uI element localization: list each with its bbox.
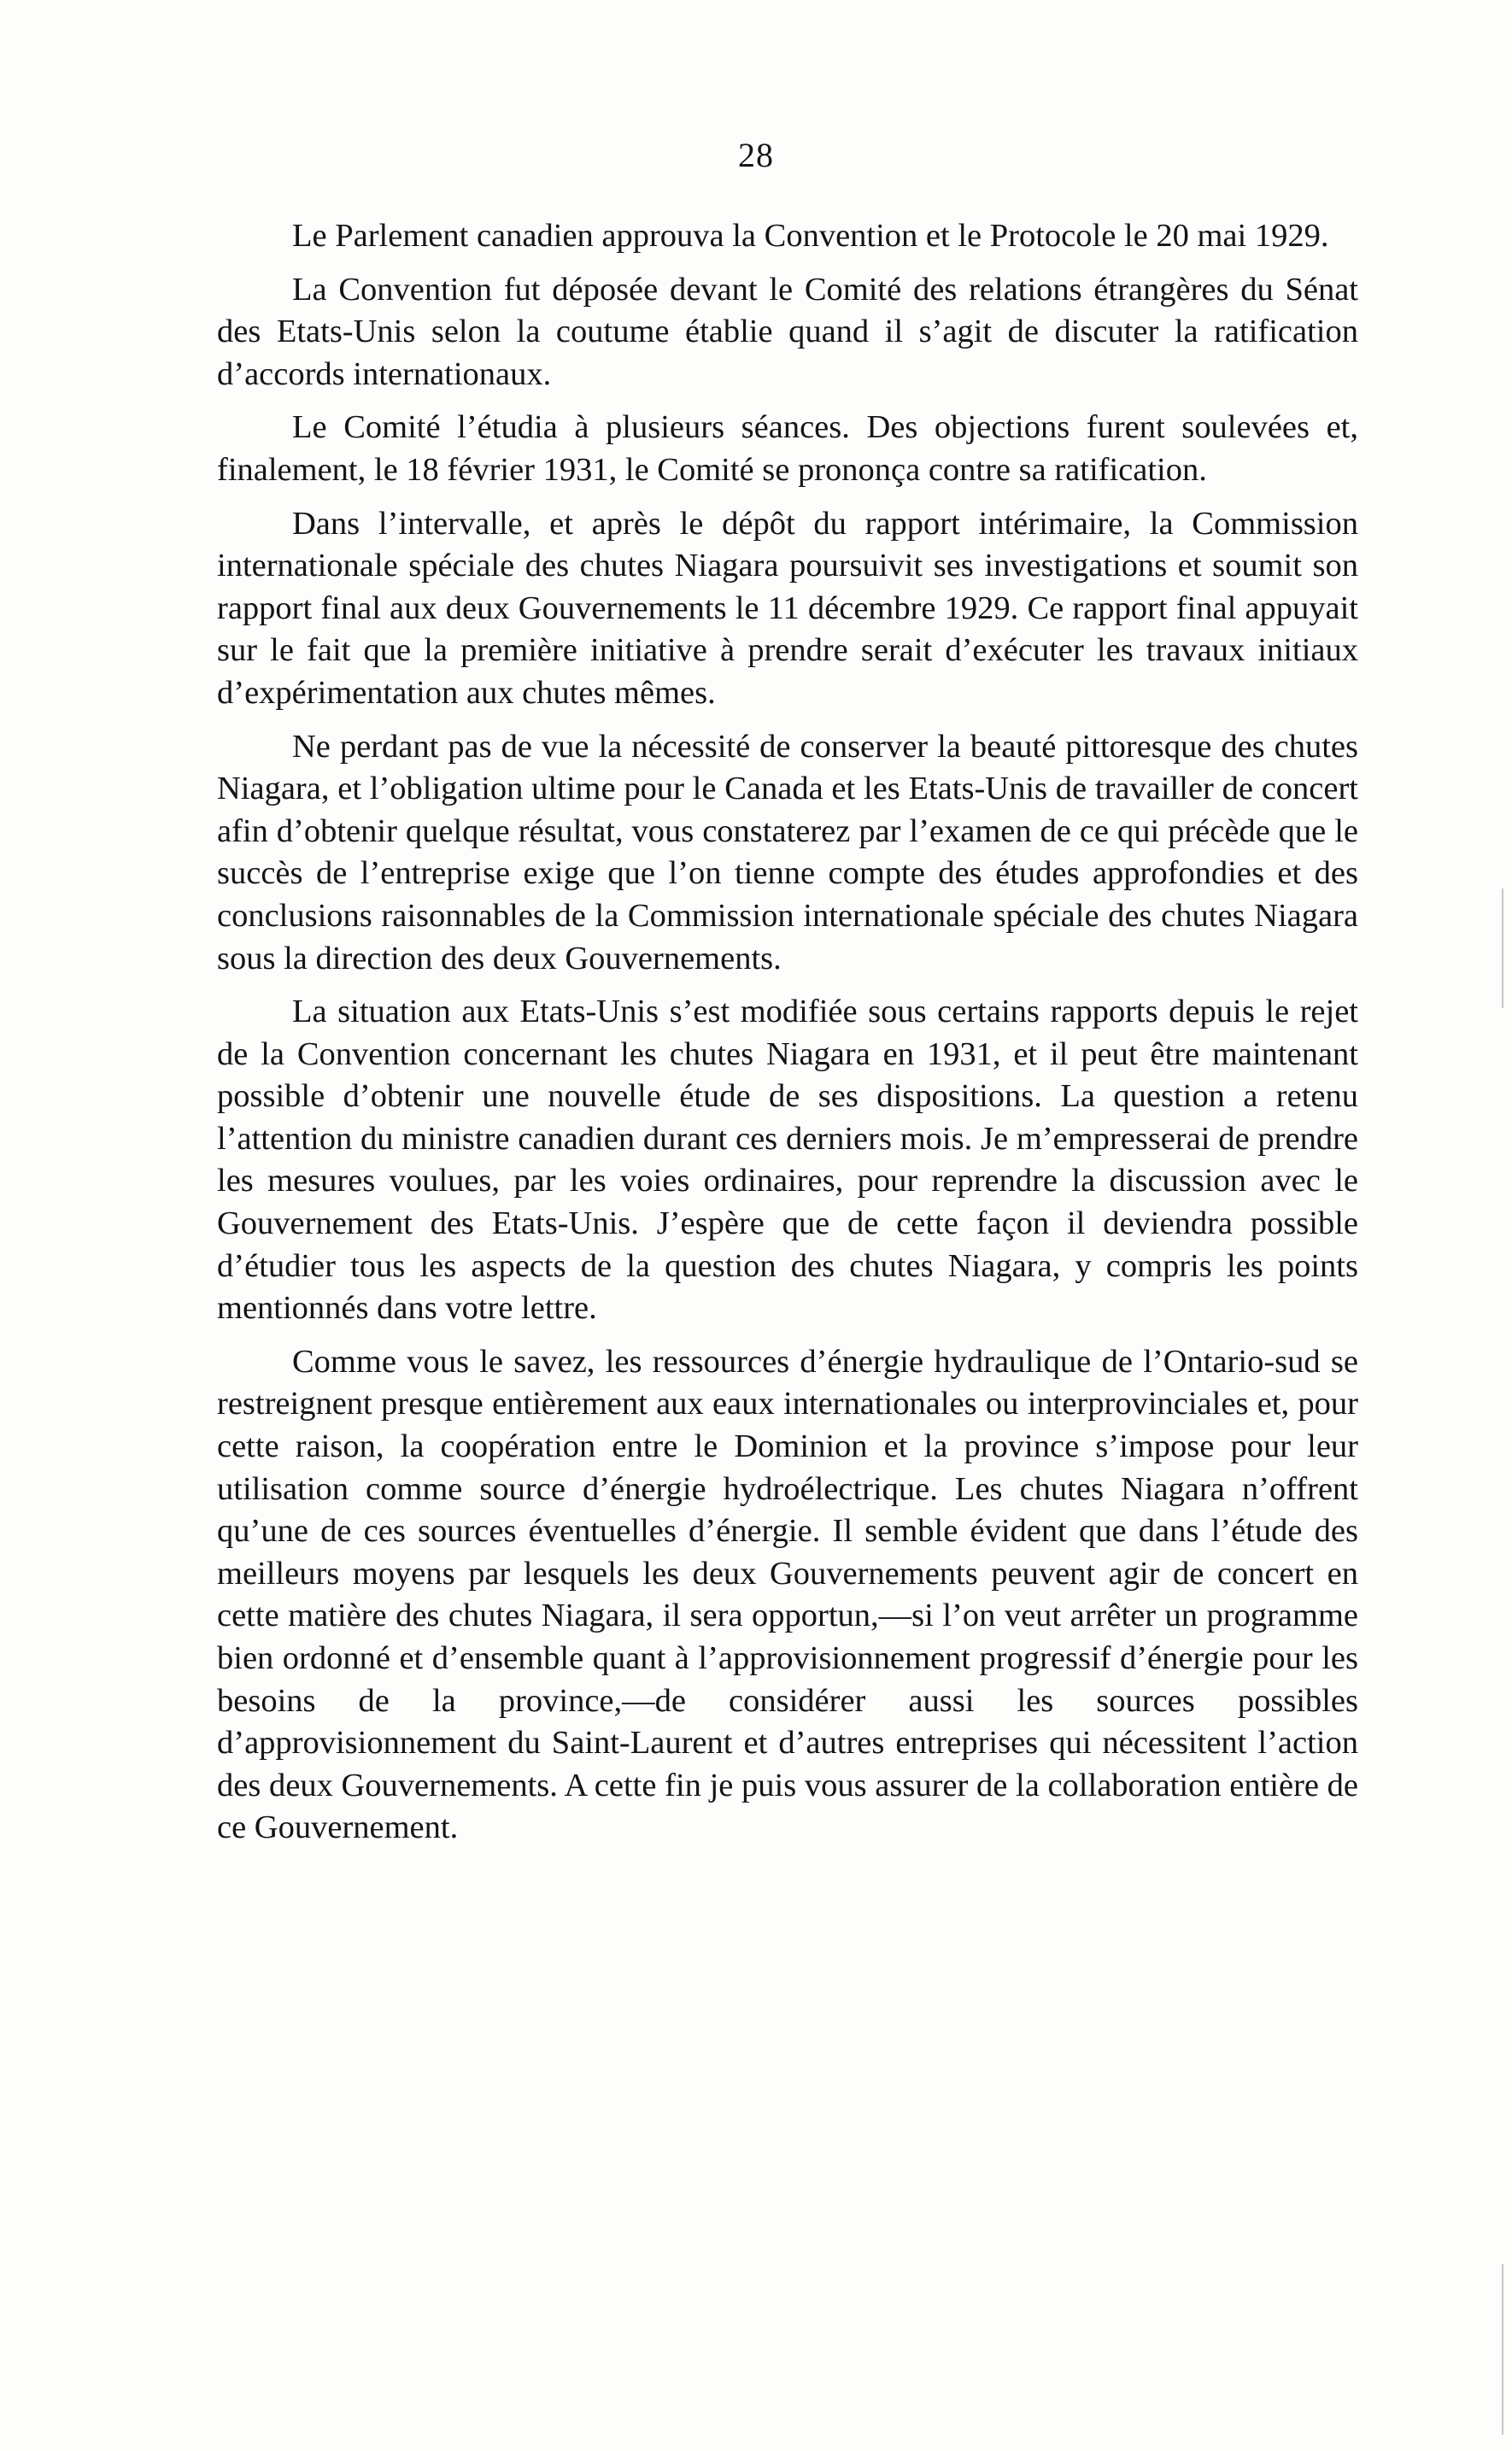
paragraph-niagara-beauty: Ne perdant pas de vue la nécessité de conserver la beauté pittoresque des chutes Niagara, et l’obligation ultime pour le Canada et les Etats-Unis de travailler de concert afin d’obtenir quelque résultat, vous constaterez par l’examen de ce qui précède que le succès de l’entreprise exige que l’on tienne compte des études approfondies et des conclusions raisonnables de la Commission internationale spéciale des chutes Niagara sous la direction des deux Gouvernements. (217, 728, 1358, 976)
paragraph-convention-approval: Le Parlement canadien approuva la Convention et le Protocole le 20 mai 1929. (292, 218, 1329, 254)
paragraph-commission-report: Dans l’intervalle, et après le dépôt du rapport intérimaire, la Commission internationale spéciale des chutes Niagara poursuivit ses investigations et soumit son rapport final aux deux Gouvernements le 11 décembre 1929. Ce rapport final appuyait sur le fait que la première initiative à prendre serait d’exécuter les travaux initiaux d’expérimentation aux chutes mêmes. (217, 505, 1358, 711)
paragraph-hydraulic-resources: Comme vous le savez, les ressources d’énergie hydraulique de l’Ontario-sud se restreignent presque entièrement aux eaux internationales ou interprovinciales et, pour cette raison, la coopération entre le Dominion et la province s’impose pour leur utilisation comme source d’énergie hydroélectrique. Les chutes Niagara n’offrent qu’une de ces sources éventuelles d’énergie. Il semble évident que dans l’étude des meilleurs moyens par lesquels les deux Gouvernements peuvent agir de concert en cette matière des chutes Niagara, il sera opportun,—si l’on veut arrêter un programme bien ordonné et d’ensemble quant à l’approvisionnement progressif d’énergie pour les besoins de la province,—de considérer aussi les sources possibles d’approvisionnement du Saint-Laurent et d’autres entreprises qui nécessitent l’action des deux Gouvernements. A cette fin je puis vous assurer de la collaboration entière de ce Gouvernement. (217, 1343, 1358, 1846)
scan-edge-mark (1502, 2264, 1503, 2435)
page-number: 28 (738, 136, 774, 174)
scan-edge-mark (1502, 888, 1503, 1008)
paragraph-committee-decision: Le Comité l’étudia à plusieurs séances. Des objections furent soulevées et, finalement, le 18 février 1931, le Comité se prononça contre sa ratification. (217, 409, 1358, 488)
paragraph-senate-committee: La Convention fut déposée devant le Comité des relations étrangères du Sénat des Etats-Unis selon la coutume établie quand il s’agit de discuter la ratification d’accords internationaux. (217, 271, 1358, 392)
body-text (217, 215, 1358, 1861)
paragraph-us-situation: La situation aux Etats-Unis s’est modifiée sous certains rapports depuis le rejet de la Convention concernant les chutes Niagara en 1931, et il peut être maintenant possible d’obtenir une nouvelle étude de ses dispositions. La question a retenu l’attention du ministre canadien durant ces derniers mois. Je m’empresserai de prendre les mesures voulues, par les voies ordinaires, pour reprendre la discussion avec le Gouvernement des Etats-Unis. J’espère que de cette façon il deviendra possible d’étudier tous les aspects de la question des chutes Niagara, y compris les points mentionnés dans votre lettre. (217, 994, 1358, 1327)
